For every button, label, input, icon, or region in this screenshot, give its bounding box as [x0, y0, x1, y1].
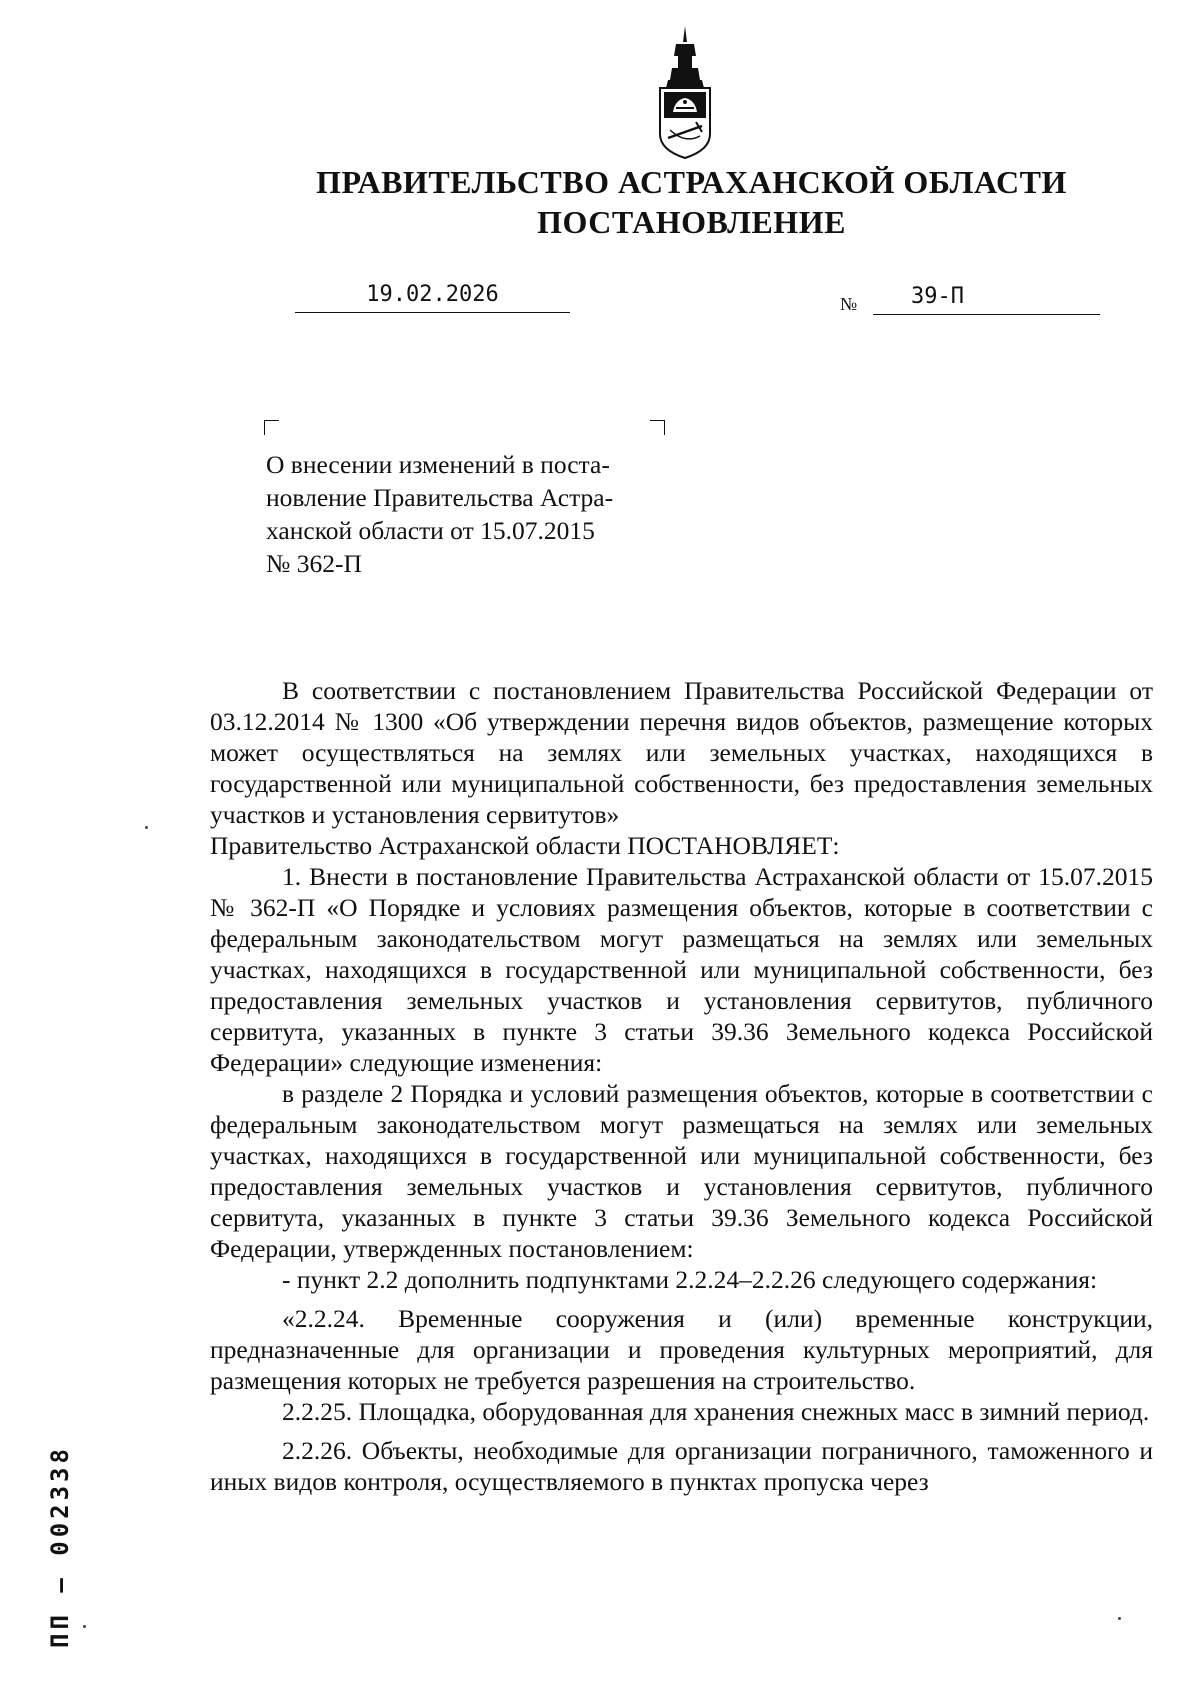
body-paragraph: Правительство Астраханской области ПОСТАНОВЛЯЕТ:	[210, 831, 840, 860]
title-resolution: ПОСТАНОВЛЕНИЕ	[537, 204, 846, 240]
coat-of-arms-emblem	[640, 22, 730, 162]
body-paragraph: - пункт 2.2 дополнить подпунктами 2.2.24–2.2.26 следующего содержания:	[282, 1265, 1098, 1294]
document-number: 39-П	[873, 280, 1100, 315]
body-paragraph: 1. Внести в постановление Правительства Астраханской области от 15.07.2015 № 362-П «О Порядке и условиях размещения объектов, которые в соответствии с федеральным законодательством могут размещаться на землях или земельных участках, находящихся в государственной или муниципальной собственности, без предоставления земельных участков и установления сервитутов, публичного сервитута, указанных в пункте 3 статьи 39.36 Земельного кодекса Российской Федерации» следующие изменения:	[210, 862, 1153, 1077]
subject-bracket-left	[264, 420, 279, 435]
scan-speck	[1118, 1617, 1121, 1620]
title-government: ПРАВИТЕЛЬСТВО АСТРАХАНСКОЙ ОБЛАСТИ	[316, 164, 1067, 200]
subject-line: новление Правительства Астра-	[266, 483, 614, 512]
body-paragraph: «2.2.24. Временные сооружения и (или) временные конструкции, предназначенные для организации и проведения культурных мероприятий, для размещения которых не требуется разрешения на строительство.	[210, 1304, 1153, 1395]
document-date: 19.02.2026	[295, 278, 570, 313]
subject-line: ханской области от 15.07.2015	[266, 516, 595, 545]
scan-speck	[83, 1625, 86, 1628]
number-label: №	[840, 294, 858, 314]
subject-line: О внесении изменений в поста-	[266, 450, 610, 479]
body-paragraph: в разделе 2 Порядка и условий размещения объектов, которые в соответствии с федеральным законодательством могут размещаться на землях или земельных участках, находящихся в государственной или муниципальной собственности, без предоставления земельных участков и установления сервитутов, публичного сервитута, указанных в пункте 3 статьи 39.36 Земельного кодекса Российской Федерации, утвержденных постановлением:	[210, 1079, 1153, 1263]
document-title	[0, 162, 1200, 242]
side-number-text: ПП – 002338	[46, 1445, 74, 1648]
body-paragraph: 2.2.26. Объекты, необходимые для организации пограничного, таможенного и иных видов контроля, осуществляемого в пунктах пропуска через	[210, 1436, 1153, 1496]
body-paragraph: В соответствии с постановлением Правительства Российской Федерации от 03.12.2014 № 1300 «Об утверждении перечня видов объектов, размещение которых может осуществляться на землях или земельных участках, находящихся в государственной или муниципальной собственности, без предоставления земельных участков и установления сервитутов»	[210, 676, 1153, 829]
body-paragraph: 2.2.25. Площадка, оборудованная для хранения снежных масс в зимний период.	[282, 1397, 1150, 1426]
subject-line: № 362-П	[266, 549, 362, 578]
scan-speck	[145, 826, 148, 829]
document-subject	[266, 448, 663, 580]
document-body	[210, 675, 1153, 1497]
subject-bracket-right	[650, 420, 665, 435]
